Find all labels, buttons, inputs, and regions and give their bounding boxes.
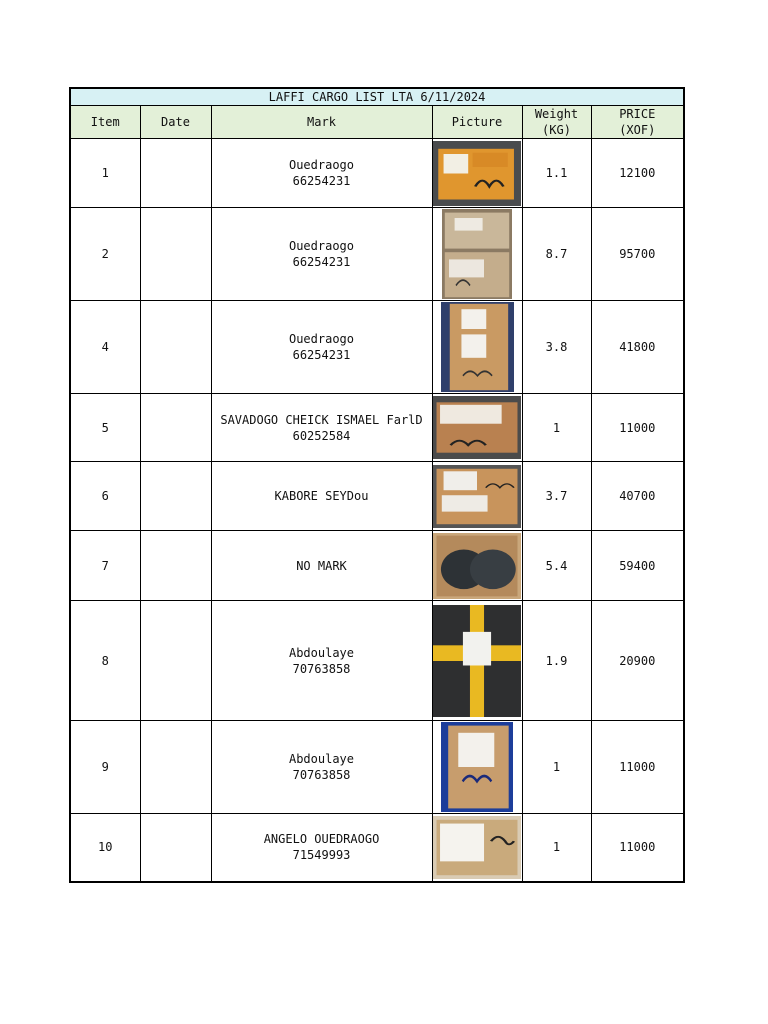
cell-item: 9 <box>70 721 140 814</box>
cell-mark <box>211 139 432 208</box>
mark-phone: 60252584 <box>292 428 351 443</box>
table-row <box>70 814 684 882</box>
cell-price: 95700 <box>591 208 684 301</box>
cell-weight: 3.8 <box>522 301 591 394</box>
cell-picture <box>432 721 522 814</box>
cell-weight: 1 <box>522 721 591 814</box>
cell-date <box>140 394 211 462</box>
cell-picture <box>432 301 522 394</box>
cell-item: 6 <box>70 462 140 531</box>
cargo-list-table <box>69 87 685 883</box>
table-row <box>70 462 684 531</box>
cell-weight: 8.7 <box>522 208 591 301</box>
cell-price: 12100 <box>591 139 684 208</box>
cell-item: 1 <box>70 139 140 208</box>
table-row <box>70 531 684 601</box>
mark-phone: 66254231 <box>292 255 351 269</box>
mark-name: SAVADOGO CHEICK ISMAEL FarlD <box>220 412 423 427</box>
mark-phone: 70763858 <box>292 661 351 676</box>
cell-mark <box>211 814 432 882</box>
orange-box-lta-photo <box>433 141 521 206</box>
cell-weight: 1 <box>522 814 591 882</box>
cell-price: 59400 <box>591 531 684 601</box>
cell-date <box>140 462 211 531</box>
cell-weight: 5.4 <box>522 531 591 601</box>
cell-item: 8 <box>70 601 140 721</box>
cell-picture <box>432 814 522 882</box>
carton-blue-background-photo <box>441 722 513 812</box>
cell-item: 10 <box>70 814 140 882</box>
mark-name: NO MARK <box>296 558 347 573</box>
table-row <box>70 601 684 721</box>
cell-date <box>140 531 211 601</box>
cell-mark <box>211 462 432 531</box>
flat-carton-lta-photo <box>433 396 521 459</box>
header-item: Item <box>70 106 140 139</box>
table-title: LAFFI CARGO LIST LTA 6/11/2024 <box>70 88 684 106</box>
header-weight-line1: Weight <box>534 107 579 121</box>
header-price <box>591 106 684 139</box>
mark-phone: 66254231 <box>292 174 351 188</box>
cell-weight: 3.7 <box>522 462 591 531</box>
mark-name: Abdoulaye <box>288 752 355 766</box>
mark-name: Abdoulaye <box>288 645 355 660</box>
cell-price: 40700 <box>591 462 684 531</box>
cell-picture <box>432 531 522 601</box>
cell-mark <box>211 394 432 462</box>
stacked-cartons-photo <box>442 209 512 299</box>
cell-item: 4 <box>70 301 140 394</box>
mark-phone: 70763858 <box>292 768 351 782</box>
cell-price: 41800 <box>591 301 684 394</box>
header-price-line1: PRICE <box>619 107 656 121</box>
header-price-line2: (XOF) <box>619 123 656 137</box>
cell-weight: 1.1 <box>522 139 591 208</box>
cell-date <box>140 601 211 721</box>
cell-date <box>140 301 211 394</box>
cell-price: 11000 <box>591 394 684 462</box>
cell-price: 11000 <box>591 814 684 882</box>
header-date: Date <box>140 106 211 139</box>
cell-date <box>140 139 211 208</box>
header-weight-line2: (KG) <box>542 123 571 137</box>
cell-mark <box>211 531 432 601</box>
black-bag-yellow-tape-photo <box>433 605 521 717</box>
open-box-dark-goods-photo <box>433 533 521 599</box>
mark-name: Ouedraogo <box>288 332 355 346</box>
cell-date <box>140 814 211 882</box>
cell-item: 7 <box>70 531 140 601</box>
table-row <box>70 721 684 814</box>
cell-picture <box>432 462 522 531</box>
mark-phone: 66254231 <box>292 348 351 362</box>
cell-mark <box>211 301 432 394</box>
cell-date <box>140 721 211 814</box>
cell-picture <box>432 394 522 462</box>
mark-phone: 71549993 <box>292 848 351 863</box>
cell-picture <box>432 208 522 301</box>
table-row <box>70 208 684 301</box>
cell-date <box>140 208 211 301</box>
title-row <box>70 88 684 106</box>
header-row <box>70 106 684 139</box>
labeled-carton-photo <box>433 465 521 528</box>
header-mark: Mark <box>211 106 432 139</box>
cell-mark <box>211 601 432 721</box>
cell-item: 5 <box>70 394 140 462</box>
cell-price: 20900 <box>591 601 684 721</box>
cell-weight: 1 <box>522 394 591 462</box>
cell-mark <box>211 721 432 814</box>
white-label-carton-photo <box>433 816 521 879</box>
carton-on-blue-tarp-photo <box>441 302 514 392</box>
mark-name: ANGELO OUEDRAOGO <box>263 832 380 847</box>
mark-name: Ouedraogo <box>288 158 355 172</box>
cell-price: 11000 <box>591 721 684 814</box>
cell-weight: 1.9 <box>522 601 591 721</box>
table-body <box>70 139 684 882</box>
table-row <box>70 301 684 394</box>
mark-name: KABORE SEYDou <box>274 489 369 503</box>
mark-name: Ouedraogo <box>288 239 355 253</box>
cell-picture <box>432 139 522 208</box>
header-picture: Picture <box>432 106 522 139</box>
cell-item: 2 <box>70 208 140 301</box>
table-row <box>70 139 684 208</box>
cell-picture <box>432 601 522 721</box>
table-row <box>70 394 684 462</box>
cell-mark <box>211 208 432 301</box>
header-weight <box>522 106 591 139</box>
